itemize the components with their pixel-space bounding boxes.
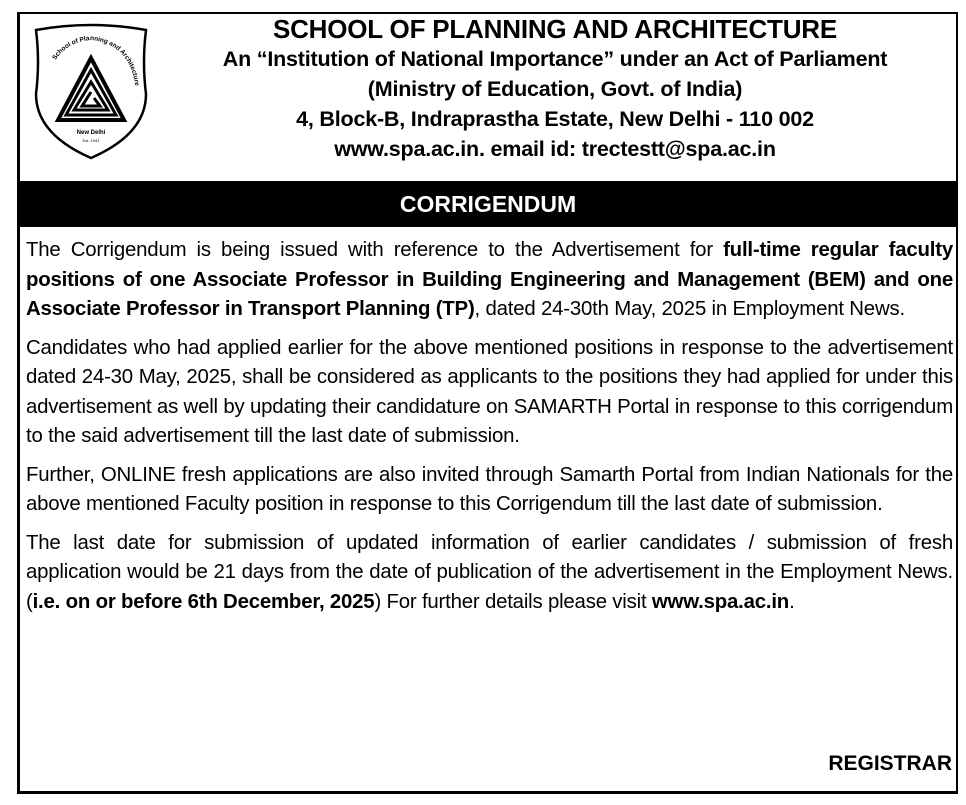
paragraph-reference: The Corrigendum is being issued with reference to the Advertisement for full-time regular faculty positions of one Associate Professor in Building Engineering and Management (BEM) and one Associate Professor in Transport Planning (TP), dated 24-30th May, 2025 in Employment News. <box>26 239 953 320</box>
ministry-line: (Ministry of Education, Govt. of India) <box>367 77 743 101</box>
logo-city-text: New Delhi <box>76 130 106 136</box>
spa-emblem-icon <box>30 22 152 162</box>
paragraph-earlier-candidates: Candidates who had applied earlier for the above mentioned positions in response to the advertisement dated 24-30 May, 2025, shall be considered as applicants to the positions they had applied for under this advertisement as well by updating their candidature on SAMARTH Portal in response to this corrigendum to the said advertisement till the last date of submission. <box>26 336 953 447</box>
notice-title: CORRIGENDUM <box>20 181 956 227</box>
paragraph-last-date: The last date for submission of updated information of earlier candidates / submission of fresh application would be 21 days from the date of publication of the advertisement in the Employment News. (i.e. on or before 6th December, 2025) For further details please visit www.spa.ac.in. <box>26 531 953 613</box>
svg-text:School of Planning and Archite: School of Planning and Architecture <box>51 34 141 87</box>
website-link[interactable]: www.spa.ac.in <box>651 590 790 613</box>
institution-status: An “Institution of National Importance” under an Act of Parliament <box>222 47 888 71</box>
deadline-highlight: i.e. on or before 6th December, 2025 <box>32 590 375 613</box>
address-line: 4, Block-B, Indraprastha Estate, New Delhi - 110 002 <box>296 107 814 131</box>
notice-body <box>26 236 953 626</box>
contact-line: www.spa.ac.in. email id: trectestt@spa.ac.in <box>334 137 776 161</box>
signatory: REGISTRAR <box>828 752 952 775</box>
logo-est-text: Est. 1941 <box>82 138 100 143</box>
institution-header <box>155 14 955 164</box>
institution-name: SCHOOL OF PLANNING AND ARCHITECTURE <box>272 14 838 44</box>
paragraph-fresh-applications: Further, ONLINE fresh applications are also invited through Samarth Portal from Indian Nationals for the above mentioned Faculty position in response to this Corrigendum till the last date of submission. <box>26 463 953 515</box>
positions-highlight: full-time regular faculty positions of one Associate Professor in Building Engineering and Management (BEM) and one Associate Professor in Transport Planning (TP) <box>26 239 953 320</box>
